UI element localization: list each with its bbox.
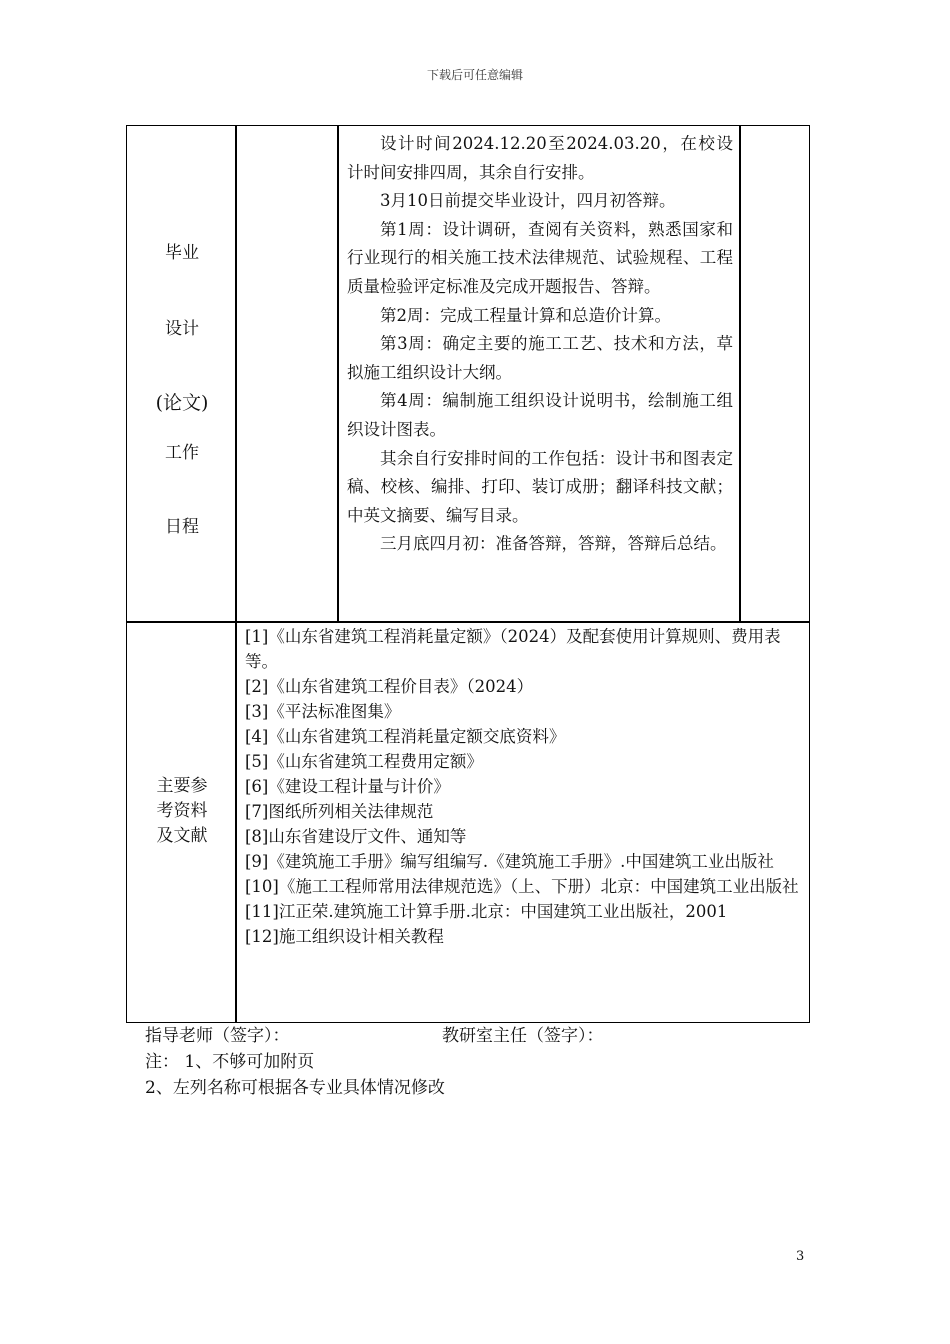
reference-item: [12]施工组织设计相关教程 xyxy=(245,927,444,946)
references-label xyxy=(127,622,237,1022)
schedule-label xyxy=(127,126,237,622)
schedule-paragraph: 第3周：确定主要的施工工艺、技术和方法，草拟施工组织设计大纲。 xyxy=(347,334,733,382)
label-line: 及文献 xyxy=(156,826,208,846)
note-line: 2、左列名称可根据各专业具体情况修改 xyxy=(145,1078,445,1098)
schedule-paragraph: 三月底四月初：准备答辩，答辩，答辩后总结。 xyxy=(380,534,727,554)
schedule-content xyxy=(339,126,739,622)
reference-item: [8]山东省建设厅文件、通知等 xyxy=(245,827,467,846)
schedule-table xyxy=(126,125,810,1023)
label-line: 工作 xyxy=(165,443,199,463)
label-line: 考资料 xyxy=(156,801,208,821)
note-line: 注： 1、不够可加附页 xyxy=(145,1052,315,1072)
column-divider xyxy=(739,126,741,622)
reference-item: [5]《山东省建筑工程费用定额》 xyxy=(245,752,483,771)
schedule-paragraph: 3月10日前提交毕业设计，四月初答辩。 xyxy=(380,191,676,211)
schedule-paragraph: 第2周：完成工程量计算和总造价计算。 xyxy=(380,305,671,325)
label-line: 日程 xyxy=(165,517,199,537)
director-signature: 教研室主任（签字）： xyxy=(442,1026,604,1046)
reference-item: [7]图纸所列相关法律规范 xyxy=(245,802,434,821)
reference-item: [1]《山东省建筑工程消耗量定额》（2024）及配套使用计算规则、费用表等。 xyxy=(245,627,781,671)
schedule-paragraph: 设计时间2024.12.20至2024.03.20，在校设计时间安排四周，其余自行安排。 xyxy=(347,134,733,182)
reference-item: [10]《施工工程师常用法律规范选》（上、下册）北京：中国建筑工业出版社 xyxy=(245,877,799,896)
references-list xyxy=(245,624,807,949)
page-number: 3 xyxy=(796,1249,805,1264)
label-line: 毕业 xyxy=(165,243,199,263)
header-note: 下载后可任意编辑 xyxy=(426,68,523,82)
schedule-paragraph: 第4周：编制施工组织设计说明书，绘制施工组织设计图表。 xyxy=(347,391,733,439)
label-line: (论文) xyxy=(155,392,209,414)
schedule-paragraph: 第1周：设计调研，查阅有关资料，熟悉国家和行业现行的相关施工技术法律规范、试验规程、工程质量检验评定标准及完成开题报告、答辩。 xyxy=(347,219,733,296)
reference-item: [2]《山东省建筑工程价目表》（2024） xyxy=(245,677,534,696)
advisor-signature: 指导老师（签字）： xyxy=(145,1026,290,1046)
reference-item: [6]《建设工程计量与计价》 xyxy=(245,777,450,796)
reference-item: [4]《山东省建筑工程消耗量定额交底资料》 xyxy=(245,727,566,746)
reference-item: [9]《建筑施工手册》编写组编写.《建筑施工手册》.中国建筑工业出版社 xyxy=(245,852,774,871)
reference-item: [11]江正荣.建筑施工计算手册.北京：中国建筑工业出版社，2001 xyxy=(245,902,728,921)
schedule-paragraph: 其余自行安排时间的工作包括：设计书和图表定稿、校核、编排、打印、装订成册；翻译科技文献；中英文摘要、编写目录。 xyxy=(347,448,733,525)
label-line: 设计 xyxy=(165,319,199,339)
label-line: 主要参 xyxy=(156,776,208,796)
reference-item: [3]《平法标准图集》 xyxy=(245,702,401,721)
